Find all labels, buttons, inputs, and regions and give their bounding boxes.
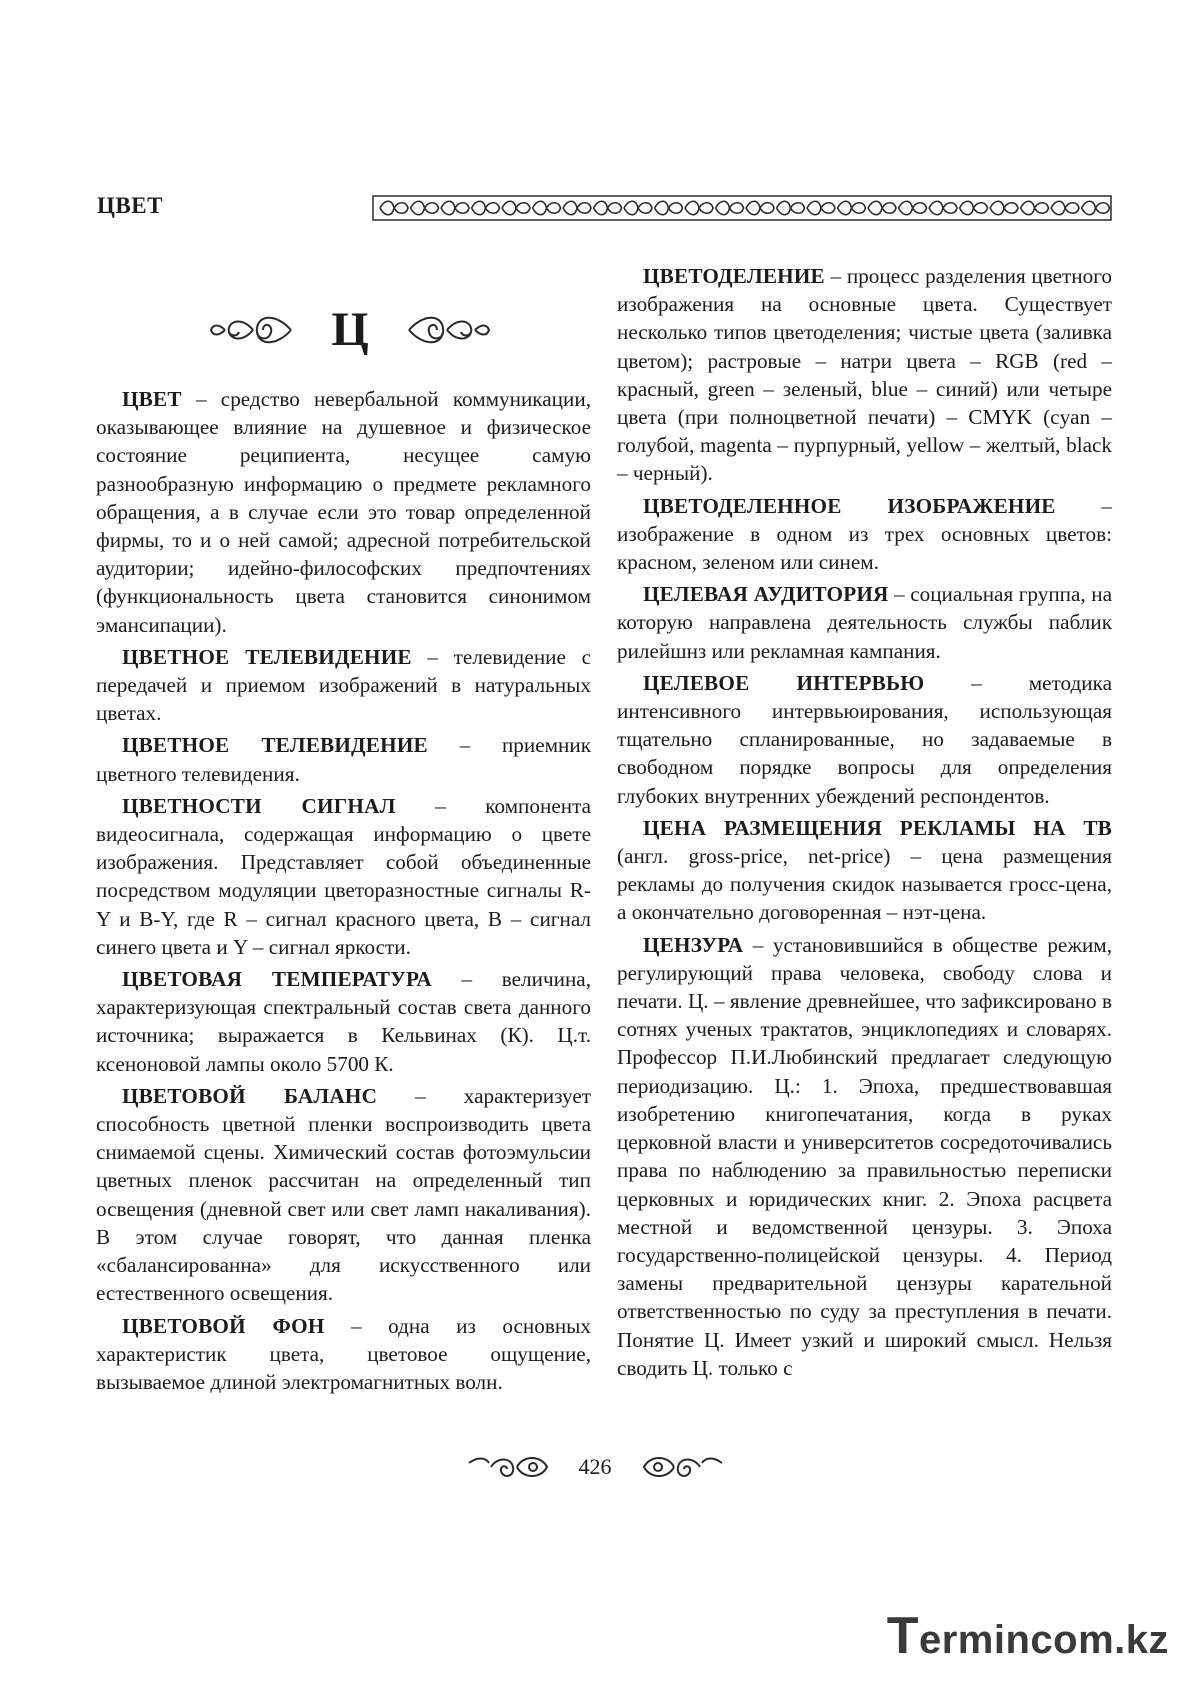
site-watermark-logo [887, 1606, 1169, 1666]
dictionary-entry [96, 792, 591, 961]
dictionary-entry [96, 965, 591, 1078]
right-scroll-ornament-icon [407, 310, 493, 350]
entry-term: ЦВЕТНОСТИ СИГНАЛ [122, 793, 396, 818]
entry-body: – социальная группа, на которую направлена деятельность службы паблик рилейшнз или рекламная кампания. [617, 582, 1112, 663]
left-scroll-ornament-icon [207, 310, 293, 350]
entry-body: – компонента видеосигнала, содержащая информацию о цвете изображения. Представляет собой объединенные посредством модуляции цветоразностные сигналы R-Y и B-Y, где R – сигнал красного цвета, B – сигнал синего цвета и Y – сигнал яркости. [96, 793, 591, 959]
watermark-text: ermincom.kz [918, 1618, 1169, 1662]
dictionary-entry [617, 669, 1112, 810]
dictionary-entry [96, 385, 591, 639]
entry-body: – телевидение с передачей и приемом изображений в натуральных цветах. [96, 644, 591, 726]
entry-body: – методика интенсивного интервьюирования, использующая тщательно спланированные, но задаваемые в свободном порядке вопросы для определения глубоких внутренних убеждений респондентов. [617, 670, 1112, 808]
entry-term: ЦЕНА РАЗМЕЩЕНИЯ РЕКЛАМЫ НА ТВ [643, 815, 1112, 840]
entry-term: ЦЕНЗУРА [643, 932, 744, 957]
entry-body: – приемник цветного телевидения. [96, 733, 591, 786]
entry-term: ЦЕЛЕВАЯ АУДИТОРИЯ [643, 582, 889, 607]
page-footer [440, 1447, 750, 1487]
entry-body: – характеризует способность цветной пленки воспроизводить цвета снимаемой сцены. Химический состав фотоэмульсии цветных пленок рассчитан на определенный тип освещения (дневной свет или свет ламп накаливания). В этом случае говорят, что данная пленка «сбалансированна» для искусственного или естественного освещения. [96, 1083, 591, 1306]
entry-term: ЦВЕТОВАЯ ТЕМПЕРАТУРА [122, 967, 432, 992]
section-letter: Ц [331, 303, 369, 356]
header-ornament-border [372, 193, 1112, 223]
entry-body: (англ. gross-price, net-price) – цена размещения рекламы до получения скидок называется гросс-цена, а окончательно договоренная – нэт-цена. [617, 844, 1112, 925]
entry-term: ЦВЕТНОЕ ТЕЛЕВИДЕНИЕ [122, 644, 412, 669]
page-number: 426 [578, 1454, 612, 1479]
entry-body: – установившийся в обществе режим, регулирующий права человека, свободу слова и печати. Ц. – явление древнейшее, что зафиксировано в сотнях ученых трактатов, энциклопедиях и словарях. Профессор П.И.Любинский предлагает следующую периодизацию. Ц.: 1. Эпоха, предшествовавшая изобретению книгопечатания, когда в руках церковной власти и университетов сосредоточивались права по наблюдению за правильностью переписки церковных и юридических книг. 2. Эпоха расцвета местной и ведомственной цензуры. 3. Эпоха государственно-полицейской цензуры. 4. Период замены предварительной цензуры карательной ответственностью по суду за преступления в печати. Понятие Ц. Имеет узкий и широкий смысл. Нельзя сводить Ц. только с [617, 932, 1112, 1380]
entry-term: ЦВЕТОВОЙ БАЛАНС [122, 1083, 378, 1108]
dictionary-entry [96, 1082, 591, 1308]
running-head: ЦВЕТ [97, 193, 163, 218]
left-column [96, 385, 591, 1400]
left-footer-ornament-icon [467, 1453, 551, 1481]
watermark-prefix: T [886, 1607, 919, 1665]
dictionary-entry [617, 814, 1112, 927]
dictionary-entry [617, 580, 1112, 665]
dictionary-entry [96, 1312, 591, 1397]
dictionary-entry [617, 931, 1112, 1382]
entry-body: – средство невербальной коммуникации, оказывающее влияние на душевное и физическое состояние реципиента, несущее самую разнообразную информацию о предмете рекламного обращения, а в случае если это товар определенной фирмы, то и о ней самой; адресной потребительской аудитории; идейно-философских предпочтениях (функциональность цвета становится синонимом эмансипации). [96, 387, 591, 637]
entry-body: – одна из основных характеристик цвета, цветовое ощущение, вызываемое длиной электромагнитных волн. [96, 1313, 591, 1394]
section-letter-block [195, 300, 505, 360]
entry-term: ЦВЕТНОЕ ТЕЛЕВИДЕНИЕ [122, 733, 428, 758]
right-column [617, 262, 1112, 1386]
entry-term: ЦВЕТОДЕЛЕННОЕ ИЗОБРАЖЕНИЕ [643, 493, 1056, 518]
dictionary-entry [96, 731, 591, 787]
entry-term: ЦВЕТ [122, 387, 182, 411]
dictionary-entry [96, 643, 591, 728]
entry-term: ЦВЕТОВОЙ ФОН [122, 1313, 325, 1338]
entry-body: – процесс разделения цветного изображения на основные цвета. Существует несколько типов цветоделения; чистые цвета (заливка цветом); растровые – натри цвета – RGB (red – красный, green – зеленый, blue – синий) или четыре цвета (при полноцветной печати) – CMYK (cyan – голубой, magenta – пурпурный, yellow – желтый, black – черный). [617, 264, 1112, 486]
dictionary-entry [617, 262, 1112, 488]
entry-body: – изображение в одном из трех основных цветов: красном, зеленом или синем. [617, 493, 1112, 575]
dictionary-entry [617, 492, 1112, 577]
entry-term: ЦЕЛЕВОЕ ИНТЕРВЬЮ [643, 670, 925, 695]
right-footer-ornament-icon [640, 1453, 724, 1481]
entry-term: ЦВЕТОДЕЛЕНИЕ [643, 264, 825, 288]
entry-body: – величина, характеризующая спектральный состав света данного источника; выражается в Кельвинах (К). Ц.т. ксеноновой лампы около 5700 К. [96, 967, 591, 1076]
